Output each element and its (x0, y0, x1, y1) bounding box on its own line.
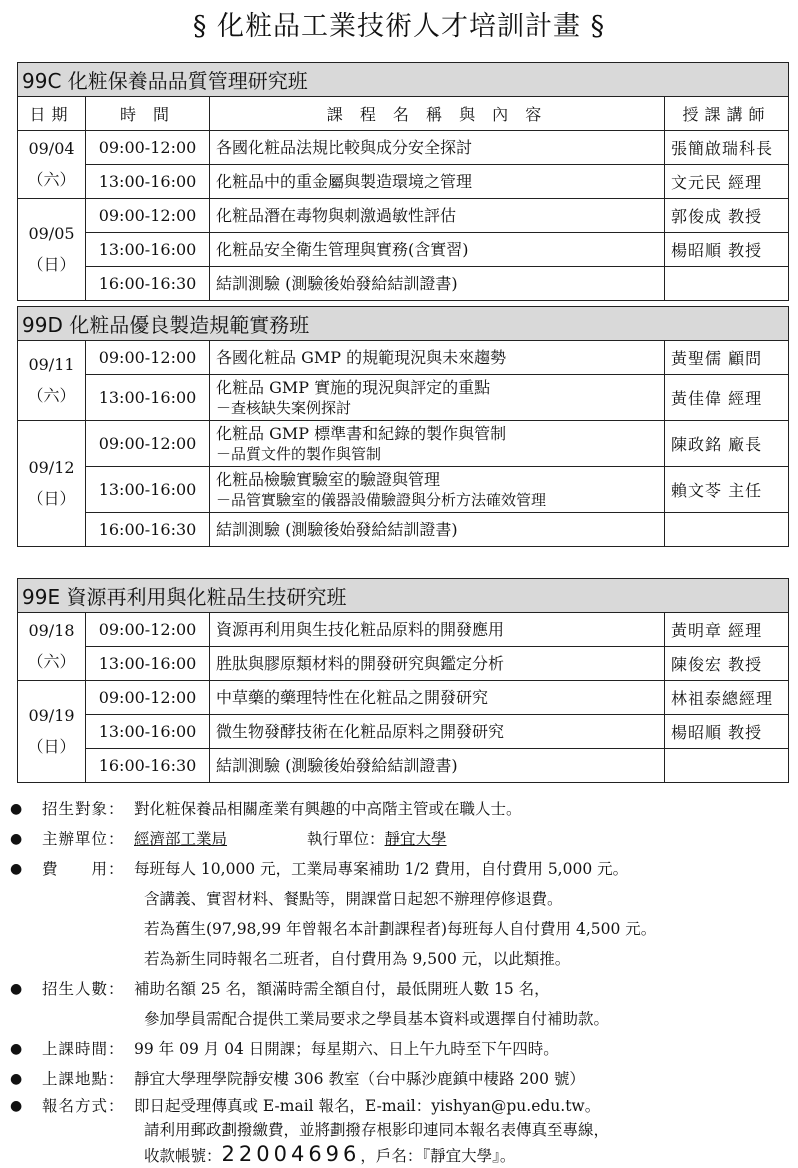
table-row (18, 421, 789, 467)
weekday-value: （六） (27, 169, 76, 189)
fee-line: 若為舊生(97,98,99 年曾報名本計劃課程者)每班每人自付費用 4,500 元。 (144, 920, 657, 938)
date-cell (18, 341, 86, 421)
course-cell (210, 267, 665, 301)
time-cell: 13:00-16:00 (86, 165, 210, 199)
target-label: 招生對象： (42, 800, 125, 818)
course-title: 結訓測驗 (測驗後始發給結訓證書) (216, 755, 458, 775)
time-cell: 09:00-12:00 (86, 681, 210, 715)
instructor-cell: 楊昭順 教授 (665, 715, 789, 749)
table-row (18, 233, 789, 267)
quota-line: 補助名額 25 名，額滿時需全額自付，最低開班人數 15 名， (134, 980, 550, 998)
info-organizer (10, 824, 790, 854)
instructor-cell (665, 267, 789, 301)
time-label: 上課時間： (42, 1040, 125, 1058)
course-title: 化粧品潛在毒物與刺激過敏性評估 (216, 205, 457, 225)
class-table (17, 578, 789, 783)
instructor-cell (665, 749, 789, 783)
course-cell (210, 681, 665, 715)
quota-label: 招生人數： (42, 980, 125, 998)
info-target (10, 794, 790, 824)
fee-line: 若為新生同時報名二班者，自付費用為 9,500 元，以此類推。 (144, 950, 571, 968)
time-cell: 13:00-16:00 (86, 233, 210, 267)
date-value: 09/04 (28, 139, 75, 159)
class-title: 99E 資源再利用與化粧品生技研究班 (18, 579, 789, 613)
instructor-cell: 文元民 經理 (665, 165, 789, 199)
signup-line: 請利用郵政劃撥繳費，並將劃撥存根影印連同本報名表傳真至專線， (144, 1121, 610, 1139)
class-title-row (18, 579, 789, 613)
course-title: 結訓測驗 (測驗後始發給結訓證書) (216, 273, 458, 293)
time-cell: 13:00-16:00 (86, 375, 210, 421)
info-time (10, 1034, 790, 1064)
bullet-icon: ● (10, 861, 23, 877)
time-cell: 09:00-12:00 (86, 131, 210, 165)
weekday-value: （六） (27, 385, 76, 405)
bullet-icon: ● (10, 1071, 23, 1087)
target-text: 對化粧保養品相關產業有興趣的中高階主管或在職人士。 (134, 800, 522, 818)
time-cell: 09:00-12:00 (86, 341, 210, 375)
course-cell (210, 613, 665, 647)
class-title: 99D 化粧品優良製造規範實務班 (18, 307, 789, 341)
info-section (10, 794, 790, 1168)
course-cell (210, 199, 665, 233)
course-title: 化粧品安全衛生管理與實務(含實習) (216, 239, 469, 259)
account-label: 收款帳號： (144, 1147, 222, 1165)
class-title-row (18, 63, 789, 97)
instructor-cell: 賴文苓 主任 (665, 467, 789, 513)
info-fee (10, 854, 790, 884)
table-row (18, 715, 789, 749)
course-title: 胜肽與膠原類材料的開發研究與鑑定分析 (216, 653, 505, 673)
info-place (10, 1064, 790, 1094)
organizer-text: 經濟部工業局 (134, 830, 228, 848)
course-cell (210, 233, 665, 267)
account-name: ，戶名：『靜宜大學』。 (360, 1147, 516, 1165)
date-cell (18, 421, 86, 547)
time-cell: 09:00-12:00 (86, 613, 210, 647)
course-title: 化粧品檢驗實驗室的驗證與管理 (216, 469, 441, 489)
course-title: 結訓測驗 (測驗後始發給結訓證書) (216, 519, 458, 539)
instructor-cell: 黃明章 經理 (665, 613, 789, 647)
table-row (18, 467, 789, 513)
header-row (18, 97, 789, 131)
table-row (18, 341, 789, 375)
table-row (18, 613, 789, 647)
signup-line: 即日起受理傳真或 E-mail 報名，E-mail：yishyan@pu.edu.tw。 (134, 1097, 601, 1115)
table-row (18, 131, 789, 165)
quota-line: 參加學員需配合提供工業局要求之學員基本資料或選擇自付補助款。 (144, 1010, 610, 1028)
weekday-value: （日） (27, 488, 76, 508)
bullet-icon: ● (10, 1041, 23, 1057)
page-title: § 化粧品工業技術人才培訓計畫 § (192, 11, 606, 42)
organizer-label: 主辦單位： (42, 830, 125, 848)
course-title: 資源再利用與生技化粧品原料的開發應用 (216, 619, 505, 639)
header-time: 時 間 (86, 97, 210, 131)
table-row (18, 749, 789, 783)
course-title: 中草藥的藥理特性在化粧品之開發研究 (216, 687, 489, 707)
course-title: 化粧品 GMP 實施的現況與評定的重點 (216, 377, 491, 397)
course-cell (210, 647, 665, 681)
fee-label: 費 用： (42, 860, 125, 878)
date-value: 09/12 (28, 458, 75, 478)
course-cell (210, 341, 665, 375)
instructor-cell: 張簡啟瑞科長 (665, 131, 789, 165)
course-cell (210, 715, 665, 749)
place-text: 靜宜大學理學院靜安樓 306 教室（台中縣沙鹿鎮中棲路 200 號） (134, 1070, 585, 1088)
weekday-value: （六） (27, 651, 76, 671)
date-value: 09/11 (28, 355, 75, 375)
course-cell (210, 165, 665, 199)
class-title-row (18, 307, 789, 341)
table-row (18, 199, 789, 233)
course-cell (210, 513, 665, 547)
class-title: 99C 化粧保養品品質管理研究班 (18, 63, 789, 97)
class-table (17, 62, 789, 301)
table-row (18, 647, 789, 681)
header-course: 課 程 名 稱 與 內 容 (210, 97, 665, 131)
header-date: 日期 (18, 97, 86, 131)
account-line (10, 1142, 790, 1168)
bullet-icon: ● (10, 831, 23, 847)
bullet-icon: ● (10, 1098, 23, 1114)
course-subtitle: －品質文件的製作與管制 (216, 445, 382, 464)
course-title: 化粧品中的重金屬與製造環境之管理 (216, 171, 473, 191)
date-cell (18, 131, 86, 199)
course-subtitle: －查核缺失案例探討 (216, 399, 352, 418)
executor-label: 執行單位： (307, 830, 385, 848)
signup-label: 報名方式： (42, 1097, 125, 1115)
fee-line: 含講義、實習材料、餐點等，開課當日起恕不辦理停修退費。 (144, 890, 563, 908)
weekday-value: （日） (27, 254, 76, 274)
time-cell: 13:00-16:00 (86, 715, 210, 749)
account-number: 22004696 (221, 1142, 361, 1166)
table-row (18, 375, 789, 421)
bullet-icon: ● (10, 801, 23, 817)
table-row (18, 165, 789, 199)
instructor-cell: 林祖泰總經理 (665, 681, 789, 715)
course-title: 化粧品 GMP 標準書和紀錄的製作與管制 (216, 423, 507, 443)
info-quota (10, 974, 790, 1004)
instructor-cell: 郭俊成 教授 (665, 199, 789, 233)
fee-line: 每班每人 10,000 元，工業局專案補助 1/2 費用，自付費用 5,000 元。 (134, 860, 629, 878)
time-cell: 13:00-16:00 (86, 647, 210, 681)
time-text: 99 年 09 月 04 日開課；每星期六、日上午九時至下午四時。 (134, 1040, 559, 1058)
time-cell: 16:00-16:30 (86, 267, 210, 301)
header-instructor: 授課講師 (665, 97, 789, 131)
date-value: 09/19 (28, 706, 75, 726)
date-cell (18, 613, 86, 681)
instructor-cell: 陳政銘 廠長 (665, 421, 789, 467)
course-cell (210, 749, 665, 783)
time-cell: 13:00-16:00 (86, 467, 210, 513)
time-cell: 16:00-16:30 (86, 749, 210, 783)
place-label: 上課地點： (42, 1070, 125, 1088)
table-row (18, 681, 789, 715)
date-value: 09/18 (28, 621, 75, 641)
course-title: 各國化粧品 GMP 的規範現況與未來趨勢 (216, 347, 507, 367)
course-cell (210, 467, 665, 513)
class-table (17, 306, 789, 547)
course-title: 微生物發酵技術在化粧品原料之開發研究 (216, 721, 505, 741)
date-cell (18, 681, 86, 783)
weekday-value: （日） (27, 736, 76, 756)
instructor-cell: 黃聖儒 顧問 (665, 341, 789, 375)
time-cell: 09:00-12:00 (86, 421, 210, 467)
executor-text: 靜宜大學 (384, 830, 447, 848)
table-row (18, 267, 789, 301)
info-signup (10, 1094, 790, 1118)
bullet-icon: ● (10, 981, 23, 997)
instructor-cell (665, 513, 789, 547)
instructor-cell: 楊昭順 教授 (665, 233, 789, 267)
time-cell: 16:00-16:30 (86, 513, 210, 547)
course-cell (210, 375, 665, 421)
time-cell: 09:00-12:00 (86, 199, 210, 233)
date-value: 09/05 (28, 224, 75, 244)
instructor-cell: 黃佳偉 經理 (665, 375, 789, 421)
course-subtitle: －品管實驗室的儀器設備驗證與分析方法確效管理 (216, 491, 547, 510)
course-title: 各國化粧品法規比較與成分安全探討 (216, 137, 473, 157)
course-cell (210, 421, 665, 467)
date-cell (18, 199, 86, 301)
instructor-cell: 陳俊宏 教授 (665, 647, 789, 681)
course-cell (210, 131, 665, 165)
table-row (18, 513, 789, 547)
